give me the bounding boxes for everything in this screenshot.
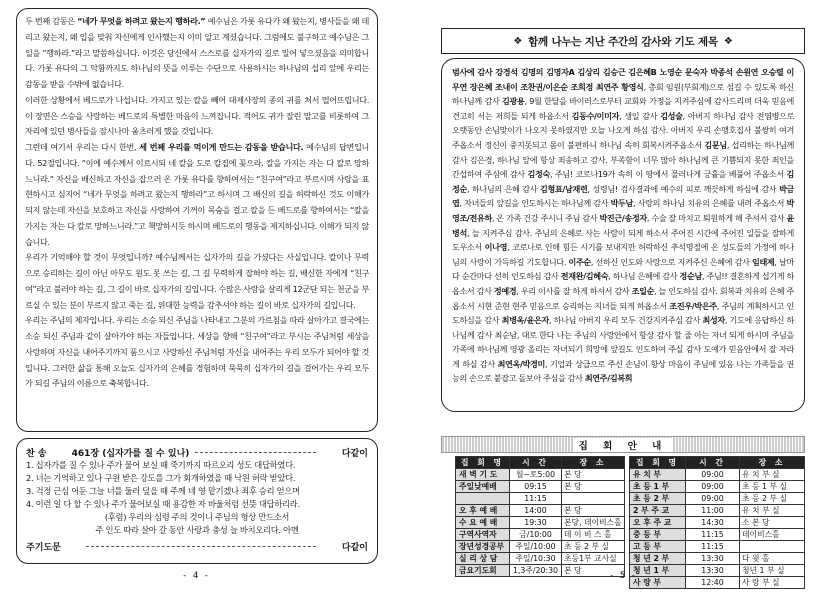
meeting-name: 오 후 예 배 [456,504,510,516]
meeting-row [630,493,805,505]
prayer-text: , 기업과 상급으로 주신 손님이 항상 마음이 주님에 있음 나는 가족들을 권능의 손으로 붙잡고 돌보아 주심을 감사 [452,358,794,384]
meeting-place: 본 당 [562,504,625,516]
hymn-dash [195,452,316,453]
sermon-text: 두 번째 감동은 [25,16,78,26]
meeting-name: 초 등 2 부 [630,493,686,505]
meeting-place: 본 당 [562,481,625,493]
meeting-name: 금요기도회 [456,564,510,576]
prayer-text: , 코로나로 인해 힘든 시기를 보내지만 허락하신 추석명절에 온 성도들의 가정에 하나님의 사랑이 가득하길 기도합니다. [452,242,794,267]
prayer-list-text [452,65,794,386]
meeting-row [456,504,625,516]
meeting-time: 11:00 [686,505,740,517]
hymn-header [26,445,368,459]
meeting-place: 유 치 부 실 [740,505,805,517]
prayer-names: 박두남 [610,198,633,209]
meeting-row [456,481,625,493]
page-number-right: - 5 - [609,571,637,581]
sermon-text-box [16,8,378,432]
meeting-guide-title: 집 회 안 내 [573,438,674,452]
sermon-body [25,14,369,392]
prayer-text: , 하나님의 은혜 감사 [466,183,541,194]
prayer-names: 최성자 [702,315,725,326]
prayer-text: , 날마다 순간마다 선히 인도하심 감사 [452,256,794,282]
meeting-row [456,528,625,540]
meeting-place [562,493,625,505]
sermon-paragraph [25,14,369,93]
meeting-name: 주일낮예배 [456,481,510,493]
meeting-row [630,529,805,541]
prayer-text: , 주님! 코로나19가 속히 이 땅에서 물러나게 긍휼을 베풀어 주옵소서 [549,169,787,180]
meeting-name: 유 치 부 [630,469,686,481]
sermon-emphasis: 세 번째 우리를 먹이게 만드는 감동을 받습니다. [139,142,304,152]
meeting-time: 13:30 [686,553,740,565]
sermon-emphasis: “네가 무엇을 하려고 왔는지 행하라.” [77,16,206,26]
hymn-box [16,438,378,564]
meeting-row [456,469,625,481]
sermon-text: 우리가 기억해야 할 것이 무엇입니까? 예수님께서는 십자가의 길을 가셨다는 사실입니다. 칼이나 무력으로 승리하는 길이 아닌 아무도 원도 못 쓰는 길, 그 길 무력하게 잡혀야 하는 길, 배신한 자에게 “친구여”라고 불러야 하는 길, 그 길이 바로 십자가의 길입니다. 수많은 사람을 살리게 12군단 되는 천군을 부르실 수 있는 분이 부르지 않고 죽는 길, 위대한 능력을 감추셔야 하는 길이 바로 십자가의 길입니다. [25,252,369,310]
prayer-text: , 온 가족 건강 주시니 주님 감사 [491,212,600,223]
meeting-row [630,481,805,493]
hymn-refrain-1: (후렴) 우리의 심령 주의 것이니 주님의 형상 만드소서 [104,512,290,522]
hymn-title: 찬 송 [26,448,47,459]
meeting-table-left [455,456,625,577]
meeting-name: 고 등 부 [630,541,686,553]
prayer-names: 이주순 [568,256,591,267]
prayer-names: 김성술 [660,110,683,121]
meeting-place: 다 윗 홀 [740,553,805,565]
meeting-time: 09:00 [686,493,740,505]
sermon-text: 예수님은 가롯 유다가 왜 왔는지, 병사들을 왜 데리고 왔는지, 왜 입을 맞춰 자신에게 인사했는지 이미 알고 계셨습니다. 그럼에도 불구하고 예수님은 그 일을 “행하라.”라고 말씀하십니다. 이것은 당신에서 스스로를 십자가의 길로 밀어 넣으셨음을 의미합니다. 가롯 유다의 그 악함까지도 하나님의 뜻을 이루는 수단으로 사용하시는 하나님의 섭리 앞에 우리는 감동을 받을 수밖에 없습니다. [25,16,370,89]
hymn-number: 461장 (십자가를 질 수 있나) [71,448,190,459]
sermon-text: 우리는 주님의 제자입니다. 우리는 소승 되신 주님을 나타내고 그분의 가르침을 따라 살아가고 결국에는 소승 되신 주님과 같이 살아가야 하는 자들입니다. 세상을 향해 “친구여”라고 부시는 주님처럼 세상을 사랑하며 자신을 내어주기까지 품으시고 사랑하신 주님처럼 자신을 내어주는 우리 모두가 되어야 할 것입니다. 그러한 삶을 통해 오늘도 십자가의 은혜를 경험하며 묵묵히 십자가의 길을 걸어가는 우리 모두가 되길 주님의 이름으로 축복합니다. [25,315,369,389]
meeting-place: 사 랑 부 실 [740,577,805,589]
meeting-time: 14:00 [510,504,562,516]
meeting-time: 11:15 [686,529,740,541]
prayer-text: , 아버지 하나님 감사 전염병으로 오랫동안 손님맞이가 나오지 못하였지만 오늘 나오게 하심 감사. 아버지 우리 손맹호집사 불쌍히 여겨주옵소서 정신이 중지못되고 몸이 불편하니 하나님 속히 회복시켜주옵소서 [452,110,794,150]
prayer-dash [86,546,316,547]
meeting-time: 주일/10:30 [510,552,562,564]
prayer-names: 범사에 감사 강경석 김명의 김명자A 김상리 김승근 김은혜B 노영순 문숙자 박종석 손원연 오승렬 이무연 장은혜 조내이 조찬권/이은순 조희정 최연주 황영식 [452,67,794,92]
meeting-row [630,565,805,577]
col-name-header: 집 회 명 [630,457,686,469]
col-place-header: 장 소 [562,457,625,469]
meeting-name: 구역사역자 [456,528,510,540]
prayer-names: 정예경 [493,285,517,296]
meeting-time: 19:30 [510,516,562,528]
meeting-name: 사 랑 부 [630,577,686,589]
meeting-name: 중 등 부 [630,529,686,541]
sermon-paragraph [25,140,369,250]
meeting-time: 11:15 [686,541,740,553]
meeting-place: 본 당 [562,564,625,576]
col-time-header: 시 간 [686,457,740,469]
prayer-names: 김형표/남재련 [540,183,588,194]
meeting-place: 본당, 데이비스홀 [562,516,625,528]
diamond-icon: ❖ [723,35,733,47]
meeting-place: 유 치 부 실 [740,469,805,481]
meeting-name: 2 부 주 교 [630,505,686,517]
meeting-time: 12:40 [686,577,740,589]
sermon-text: 예수님의 답변입니다. 52절입니다. “이에 예수께서 이르시되 네 칼을 도로 칼집에 꽂으라. 칼을 가지는 자는 다 칼로 망하느니라.” 자신을 배신하고 자신을 잡으러 온 가롯 유다를 향하여서는 “친구여”라고 부르시며 사랑을 표현하시고 심지어 “네가 무엇을 하려고 왔는지 행하라”고 하시며 그 배신의 길을 허락하신 것도 이해가 되지 않는데 자신을 보호하고 자신을 사랑하여 기꺼이 목숨을 걸고 칼을 든 베드로를 향하여서는 “칼을 가지는 자는 다 칼로 망하느니라.”고 책망하시듯 하시며 베드로의 행동을 제지하십니다. 이해가 되지 않습니다. [25,142,369,247]
meeting-place: 초등1부 교사실 [562,552,625,564]
prayer-text: , 하나님 은혜에 감사 [608,271,680,282]
meeting-row [630,577,805,589]
prayer-names: 최병옥/윤은자 [501,315,550,326]
meeting-name: 실 리 상 담 [456,552,510,564]
prayer-list-box [441,58,805,412]
meeting-time: 09:00 [686,481,740,493]
prayer-leader: 다같이 [341,542,368,553]
prayer-text: , 하나님 아버지 우리 모두 건강지켜주심 감사 [549,315,703,326]
meeting-name: 새 벽 기 도 [456,469,510,481]
prayer-names: 김정숙 [527,169,550,180]
sermon-paragraph [25,313,369,392]
hymn-verse-4: 4. 이런 일 다 할 수 있나 주가 물어보실 때 용감한 자 바울처럼 선뜻 대답하리라. [26,499,300,509]
meeting-time: 주일/10:00 [510,540,562,552]
meeting-name [456,493,510,505]
col-time-header: 시 간 [510,457,562,469]
diamond-icon: ❖ [513,35,523,47]
meeting-place: 데 이 비 스 홀 [562,528,625,540]
meeting-time: 13:30 [686,565,740,577]
sermon-paragraph [25,93,369,140]
hymn-verse-1: 1. 십자가를 질 수 있나 주가 물어 보실 때 죽기까지 따르오리 성도 대답하였다. [26,460,296,470]
meeting-name: 청 년 1 부 [630,565,686,577]
meeting-row [630,541,805,553]
meeting-place: 초 등 2 부 실 [562,540,625,552]
meeting-row [630,469,805,481]
hymn-refrain-2: 주 인도 따라 살아 갈 동안 사랑과 충성 늘 바치오리다. 아멘 [95,525,299,535]
meeting-place: 본 당 [562,469,625,481]
meeting-row [456,516,625,528]
meeting-row [630,517,805,529]
prayer-text: , 기도에 응답하신 하나님께 감사 최순남, 대로 한다 나는 주님의 사랑안에서 항상 감사 할 줄 아는 자녀 되게 하시며 주님을 가족에 하나님께 영광 올리는 자녀되기 희망에 앞길도 인도하여 주실 감사 도예가 믿음안에서 잘 자라게 하실 감사 [452,315,795,369]
sermon-text: 그런데 여기서 우리는 다시 한번, [25,142,140,152]
prayer-names: 박영조/전유하 [452,198,794,223]
prayer-names: 김정순 [452,169,794,194]
meeting-time: 11:15 [510,493,562,505]
meeting-time: 14:30 [686,517,740,529]
col-place-header: 장 소 [740,457,805,469]
prayer-names: 최연옥/박경미 [497,358,545,369]
meeting-name: 초 등 1 부 [630,481,686,493]
lords-prayer-title: 주기도문 [26,542,61,553]
meeting-place: 초 등 2 부 실 [740,493,805,505]
page-number-left: - 4 - [182,571,210,581]
prayer-names: 조일순 [631,285,655,296]
meeting-row [456,564,625,576]
meeting-time: 금/10:00 [510,528,562,540]
prayer-names: 김광용 [502,96,525,107]
meeting-place: 청년 1 부 실 [740,565,805,577]
col-name-header: 집 회 명 [456,457,510,469]
meeting-guide-title-bar [441,436,805,453]
prayer-text: , 늘 지켜주심 감사. 주님의 은혜로 사는 사람이 되게 하소서 주어진 시간에 주어진 일들을 잘하게 도우소서 [452,227,794,253]
prayer-text: , 총회 임원(부회계)으로 섬길 수 있도록 하신 하나님께 감사 [452,81,794,107]
meeting-name: 장년성경공부 [456,540,510,552]
meeting-row [630,553,805,565]
prayer-title-box [441,28,805,54]
meeting-name: 오 후 주 교 [630,517,686,529]
prayer-names: 전재완/김혜숙 [560,271,609,282]
meeting-row [630,505,805,517]
meeting-row [456,552,625,564]
prayer-text: , 주님의 계획하시고 인도하심을 감사 [452,300,794,326]
prayer-text: , 우리 이사를 잘 하게 하셔서 감사 [516,285,632,296]
prayer-names: 김동수/이미자 [571,110,620,121]
meeting-time: 09:00 [686,469,740,481]
meeting-name: 수 요 예 배 [456,516,510,528]
meeting-time: 09:15 [510,481,562,493]
meeting-place: 소 본 당 [740,517,805,529]
prayer-row [26,539,368,553]
meeting-row [456,540,625,552]
prayer-text: , 수술 잘 마치고 퇴원하게 해 주셔서 감사 [646,212,787,223]
hymn-verse-2: 2. 너는 기억하고 있나 구원 받은 강도를 그가 회개하였을 때 낙원 허락 받았다. [26,473,296,483]
prayer-text: , 생일 감사 [619,110,661,121]
meeting-place: 초 등 1 부 실 [740,481,805,493]
prayer-names: 윤병석 [452,212,794,238]
prayer-text: , 9월 한달을 바이러스로부터 교회와 가정을 지켜주심에 감사드리며 더욱 믿음에 견고히 서는 저희들 되게 하옵소서 [452,96,794,121]
prayer-names: 박금엽 [452,183,794,209]
hymn-leader: 다같이 [341,448,368,459]
prayer-text: , 섭리하는 하나님께 감사 김은경, 하나님 앞에 항상 죄송하고 감사. 부족함이 너무 많아 하나님께 큰 기쁨되지 못한 죄인을 간섭하여 주심에 감사 [452,139,795,180]
meeting-row [456,493,625,505]
meeting-place [740,541,805,553]
hymn-verse-3: 3. 걱정 근심 어둔 그늘 너를 둘러 덮을 때 주께 네 영 맡기겠나 죄후 승리 얻으며 [26,486,300,496]
prayer-text: , 늘 인도하심 감사. 회복과 치유의 은혜 주옵소서 시현 준현 현주 믿음으로 승리하는 지녀들 되게 하옵소서 [452,285,794,311]
prayer-names: 박진근/송정자 [599,212,647,223]
meeting-name: 청 년 2 부 [630,553,686,565]
prayer-text: , 자녀들의 앞길을 인도하시는 하나님께 감사 [459,198,611,209]
prayer-text: , 주님!! 결혼하게 섭기게 하옵소서 감사 [452,271,794,296]
prayer-text: , 성령님! 검사결과에 예수의 피로 깨끗하게 하심에 감사 [587,183,780,194]
meeting-time: 월~토5:00 [510,469,562,481]
prayer-names: 이나영 [484,242,508,253]
meeting-table-right [629,456,805,589]
prayer-names: 정순남 [679,271,702,282]
prayer-names: 김문님 [704,139,727,150]
prayer-text: , 사랑의 하나님 치유의 은혜를 내려 주옵소서 [633,198,787,209]
prayer-names: 임태제 [752,256,775,267]
meeting-time: 1,3주/20:30 [510,564,562,576]
prayer-text: , 선하신 인도와 사랑으로 지켜주신 은혜에 감사 [590,256,752,267]
prayer-title: 함께 나누는 지난 주간의 감사와 기도 제목 [528,35,718,48]
sermon-text: 이러한 상황에서 베드로가 나섭니다. 가지고 있는 칼을 빼어 대제사장의 종의 귀를 쳐서 떨어뜨립니다. 이 장면은 스승을 사랑하는 베드로의 특별한 마음이 느껴집니다. 적어도 귀가 잘린 말고를 비롯하여 그 자리에 있던 병사들을 잠시나마 움츠러게 했을 것입니다. [25,94,369,137]
meeting-place: 데이비스홀 [740,529,805,541]
sermon-paragraph [25,250,369,313]
prayer-names: 조진우/박은주 [669,300,717,311]
prayer-names: 최연주/김복희 [584,373,633,384]
